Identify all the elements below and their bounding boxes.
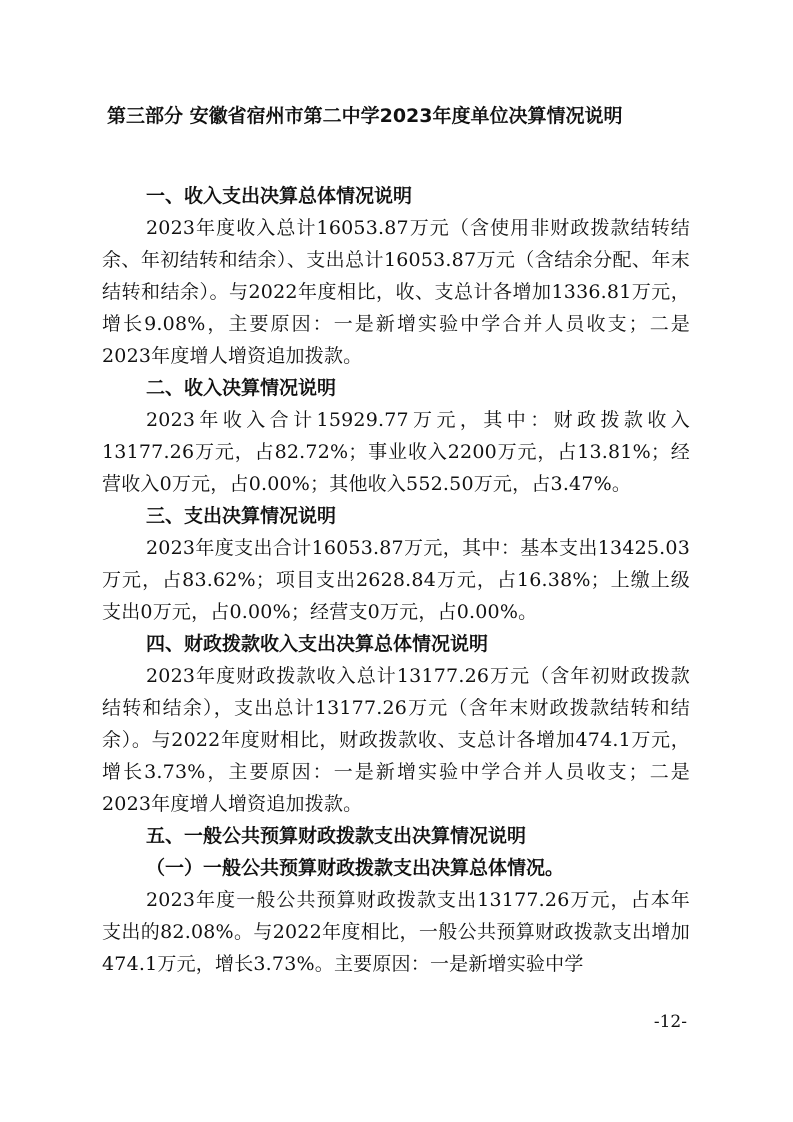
section-heading: 四、财政拨款收入支出决算总体情况说明: [146, 633, 489, 655]
document-body: [102, 180, 690, 980]
section-heading: 五、一般公共预算财政拨款支出决算情况说明: [146, 825, 527, 847]
subsection-heading: （一）一般公共预算财政拨款支出决算总体情况。: [146, 857, 565, 879]
section-paragraph: 2023年度支出合计16053.87万元，其中：基本支出13425.03万元，占83.62%；项目支出2628.84万元，占16.38%；上缴上级支出0万元，占0.00%；经营支0万元，占0.00%。: [102, 537, 690, 623]
section-heading: 三、支出决算情况说明: [146, 505, 337, 527]
page-number: -12-: [653, 1012, 687, 1032]
section-fiscal-allocation-overview: [102, 628, 690, 820]
document-title: 第三部分 安徽省宿州市第二中学2023年度单位决算情况说明: [107, 105, 623, 127]
section-income-expenditure-overview: [102, 180, 690, 372]
section-paragraph: 2023年度财政拨款收入总计13177.26万元（含年初财政拨款结转和结余），支出总计13177.26万元（含年末财政拨款结转和结余）。与2022年度财相比，财政拨款收、支总计各增加474.1万元，增长3.73%，主要原因：一是新增实验中学合并人员收支；二是2023年度增人增资追加拨款。: [102, 665, 690, 815]
section-paragraph: 2023年度收入总计16053.87万元（含使用非财政拨款结转结余、年初结转和结余）、支出总计16053.87万元（含结余分配、年末结转和结余）。与2022年度相比，收、支总计各增加1336.81万元，增长9.08%，主要原因：一是新增实验中学合并人员收支；二是2023年度增人增资追加拨款。: [102, 217, 690, 367]
section-income: [102, 372, 690, 500]
section-general-public-budget: [102, 820, 690, 852]
section-expenditure: [102, 500, 690, 628]
section-heading: 二、收入决算情况说明: [146, 377, 337, 399]
section-paragraph: 2023年收入合计15929.77万元，其中：财政拨款收入13177.26万元，占82.72%；事业收入2200万元，占13.81%；经营收入0万元，占0.00%；其他收入552.50万元，占3.47%。: [102, 409, 690, 495]
section-paragraph: 2023年度一般公共预算财政拨款支出13177.26万元，占本年支出的82.08%。与2022年度相比，一般公共预算财政拨款支出增加474.1万元，增长3.73%。主要原因：一是新增实验中学: [102, 889, 690, 975]
section-heading: 一、收入支出决算总体情况说明: [146, 185, 413, 207]
subsection-general-public-budget-overview: [102, 852, 690, 980]
